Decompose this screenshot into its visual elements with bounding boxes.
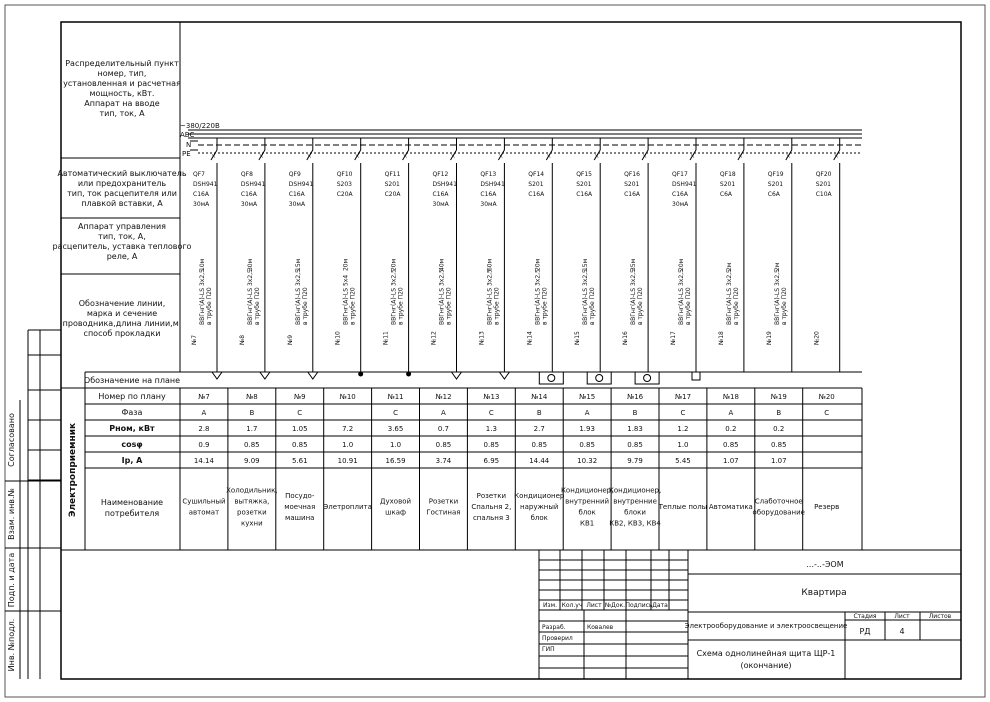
header-line: Обозначение линии, xyxy=(78,299,166,308)
bus-abc: ABC xyxy=(180,131,195,139)
cell-current: 14.44 xyxy=(529,457,550,465)
cell-power: 1.3 xyxy=(485,425,497,433)
cell-plan-no: №16 xyxy=(626,393,644,401)
feeder-rating: C16A xyxy=(672,191,688,198)
feeder-length: 40м xyxy=(438,258,446,271)
tb-code: ...-..-ЭОМ xyxy=(806,560,844,569)
feeder-switch-mark: × xyxy=(402,153,408,160)
cell-consumer: Духовой xyxy=(380,497,412,506)
feeder-switch-mark: × xyxy=(450,153,456,160)
feeder-switch-mark: × xyxy=(642,153,648,160)
feeder-cable: ВВГнг(А)-LS 3х2,5 xyxy=(725,269,733,325)
feeder-rating: C20A xyxy=(336,191,353,198)
cell-plan-no: №8 xyxy=(245,393,258,401)
socket-symbol xyxy=(260,372,270,379)
cell-power: 0.7 xyxy=(437,425,450,433)
cell-plan-no: №9 xyxy=(293,393,306,401)
cell-consumer: Кондиционер, xyxy=(608,486,662,495)
side-stamp-label: Согласовано xyxy=(7,413,16,467)
feeder-pipe: в трубе П20 xyxy=(637,287,645,325)
feeder-length: 20м xyxy=(534,258,542,271)
cell-plan-no: №19 xyxy=(770,393,787,401)
header-dist-point: тип, ток, А xyxy=(99,109,145,118)
feeder-line-no: №20 xyxy=(813,331,821,345)
socket-symbol xyxy=(212,372,222,379)
feeder-length: 15м xyxy=(582,258,590,271)
header-control: тип, ток, А, xyxy=(98,232,146,241)
feeder-switch-mark: × xyxy=(785,153,791,160)
side-group-label: Электроприемник xyxy=(68,422,78,518)
cell-consumer: блок xyxy=(530,514,548,522)
feeder-cable: ВВГнг(А)-LS 3х2,5 xyxy=(246,269,254,325)
feeder-length: 2м xyxy=(773,262,781,271)
unit-symbol xyxy=(635,372,659,384)
feeder-type: DSH941 xyxy=(672,181,697,188)
feeder-line-no: №10 xyxy=(334,331,342,345)
cell-phase: A xyxy=(728,409,734,417)
cell-cos: 0.85 xyxy=(291,441,308,449)
tb-sheet-title: Схема однолинейная щита ЩР-1 xyxy=(696,649,836,658)
cell-phase: B xyxy=(776,409,782,417)
cell-current: 1.07 xyxy=(770,457,787,465)
cell-phase: B xyxy=(249,409,255,417)
feeder-switch-mark: × xyxy=(498,153,504,160)
cell-consumer: Теплые полы xyxy=(658,503,708,511)
cell-plan-no: №14 xyxy=(531,393,548,401)
feeder-pipe: в трубе П20 xyxy=(397,287,405,325)
cell-current: 10.91 xyxy=(337,457,358,465)
feeders xyxy=(191,138,840,384)
cell-phase: C xyxy=(680,409,686,417)
feeder-pipe: в трубе П20 xyxy=(301,287,309,325)
feeder-type: DSH941 xyxy=(240,181,266,188)
cell-plan-no: №20 xyxy=(818,393,835,401)
cell-consumer: кухни xyxy=(241,519,263,528)
load-table xyxy=(61,372,961,550)
feeder-length: 60м xyxy=(486,258,494,271)
feeder-rating: C20A xyxy=(384,191,401,198)
feeder-length: 10м xyxy=(199,258,206,271)
tb-col-header: Подпись xyxy=(625,602,653,609)
header-dist-point: номер, тип, xyxy=(97,69,147,78)
feeder-qf: QF10 xyxy=(336,171,353,178)
cell-consumer: Холодильник, xyxy=(226,486,278,495)
feeder-cable: ВВГнг(А)-LS 3х2,5 xyxy=(486,269,494,325)
cell-plan-no: №7 xyxy=(198,393,210,401)
side-stamp-label: Инв. №подл. xyxy=(7,618,16,672)
cell-current: 14.14 xyxy=(193,457,214,465)
tb-stage: РД xyxy=(859,627,871,636)
cell-consumer: автомат xyxy=(188,508,220,517)
tb-col-header: Кол.уч xyxy=(561,602,583,609)
cell-consumer: шкаф xyxy=(385,508,407,517)
cell-plan-no: №15 xyxy=(579,393,596,401)
row-label-consumer: Наименование xyxy=(100,498,164,507)
feeder-rating: C16A xyxy=(240,191,257,198)
cell-consumer: спальня 3 xyxy=(472,514,510,522)
cell-consumer: внутренние xyxy=(613,497,657,506)
feeder-rcd: 30мА xyxy=(480,201,497,208)
feeder-cable: ВВГнг(А)-LS 3х2,5 xyxy=(582,269,590,325)
feeder-length: 20м xyxy=(678,258,685,271)
feeder-line-no: №17 xyxy=(670,331,677,345)
unit-symbol xyxy=(539,372,563,384)
header-breaker: Автоматический выключатель xyxy=(57,169,187,178)
cell-plan-no: №13 xyxy=(483,393,500,401)
feeder-rcd: 30мА xyxy=(672,201,689,208)
feeder-cable: ВВГнг(А)-LS 3х2,5 xyxy=(199,269,206,325)
feeder-rcd: 30мА xyxy=(193,201,210,208)
feeder-switch-mark: × xyxy=(833,153,839,160)
unit-symbol xyxy=(587,372,611,384)
feeder-pipe: в трубе П20 xyxy=(253,287,261,325)
cell-plan-no: №12 xyxy=(435,393,452,401)
feeder-switch-mark: × xyxy=(690,153,696,160)
socket-symbol xyxy=(308,372,318,379)
feeder-length: 35м xyxy=(630,258,638,271)
feeder-switch-mark: × xyxy=(306,153,312,160)
header-dist-point: Распределительный пункт xyxy=(65,59,179,68)
cell-current: 9.79 xyxy=(627,457,643,465)
cell-power: 7.2 xyxy=(342,425,354,433)
tb-col-header: Изм. xyxy=(542,602,558,609)
cell-current: 10.32 xyxy=(577,457,598,465)
cell-consumer: внутренний xyxy=(565,497,610,506)
feeder-switch-mark: × xyxy=(546,153,552,160)
cell-power: 1.7 xyxy=(246,425,258,433)
cell-phase: A xyxy=(584,409,590,417)
feeder-qf: QF15 xyxy=(576,171,593,178)
cell-phase: A xyxy=(201,409,207,417)
feeder-type: S201 xyxy=(767,181,784,188)
cell-consumer: Элетроплита xyxy=(323,503,372,511)
cell-cos: 0.85 xyxy=(723,441,739,449)
feeder-rating: C16A xyxy=(480,191,497,198)
tb-stage-label: Стадия xyxy=(853,613,877,620)
cell-cos: 0.85 xyxy=(579,441,595,449)
header-line: марка и сечение xyxy=(86,309,158,318)
header-control: реле, А xyxy=(106,252,138,261)
cell-consumer: блоки xyxy=(624,508,646,517)
side-stamp-label: Подп. и дата xyxy=(7,552,16,608)
tb-sheets-label: Листов xyxy=(928,613,952,620)
feeder-switch-mark: × xyxy=(594,153,600,160)
tb-col-header: Дата xyxy=(652,602,668,609)
feeder-length: 20м xyxy=(390,258,398,271)
cell-power: 1.05 xyxy=(291,425,308,433)
feeder-pipe: в трубе П20 xyxy=(493,287,501,325)
floor-symbol xyxy=(692,372,700,380)
cell-power: 1.2 xyxy=(677,425,689,433)
feeder-type: S201 xyxy=(624,181,640,188)
cell-power: 0.2 xyxy=(773,425,785,433)
tb-sheet-label: Лист xyxy=(894,613,910,620)
feeder-line-no: №12 xyxy=(430,331,438,345)
cell-current: 5.61 xyxy=(291,457,308,465)
cell-consumer: Слаботочное xyxy=(754,497,803,506)
row-label-plan-no: Номер по плану xyxy=(98,392,166,401)
cell-phase: C xyxy=(393,409,398,417)
feeder-cable: ВВГнг(А)-LS 3х2,5 xyxy=(390,269,398,325)
bus-bar xyxy=(180,122,862,158)
feeder-rating: C16A xyxy=(528,191,545,198)
cell-current: 1.07 xyxy=(723,457,739,465)
feeder-type: DSH941 xyxy=(288,181,314,188)
cell-consumer: Розетки xyxy=(428,497,459,506)
feeder-rating: C16A xyxy=(288,191,305,198)
feeder-qf: QF11 xyxy=(384,171,401,178)
bus-voltage: ~380/220В xyxy=(180,122,220,130)
feeder-cable: ВВГнг(А)-LS 3х2,5 xyxy=(534,269,542,325)
cell-cos: 0.85 xyxy=(244,441,260,449)
feeder-pipe: в трубе П20 xyxy=(349,287,357,325)
feeder-pipe: в трубе П20 xyxy=(589,287,597,325)
feeder-cable: ВВГнг(А)-LS 3х2,5 xyxy=(773,269,781,325)
feeder-length: 20м xyxy=(342,258,350,271)
socket-symbol xyxy=(499,372,509,379)
row-label-phase: Фаза xyxy=(121,408,143,417)
feeder-switch-mark: × xyxy=(354,153,360,160)
feeder-rating: C16A xyxy=(624,191,641,198)
tb-role: ГИП xyxy=(542,646,555,653)
feeder-type: DSH941 xyxy=(432,181,457,188)
feeder-qf: QF8 xyxy=(240,171,253,178)
cell-cos: 1.0 xyxy=(677,441,689,449)
cell-phase: B xyxy=(632,409,638,417)
feeder-type: S203 xyxy=(336,181,352,188)
tb-section: Электрооборудование и электроосвещение xyxy=(684,622,848,630)
cell-phase: A xyxy=(441,409,446,417)
cell-cos: 0.85 xyxy=(435,441,452,449)
cell-consumer: Сушильный xyxy=(182,497,226,506)
feeder-qf: QF9 xyxy=(288,171,301,178)
feeder-qf: QF7 xyxy=(193,171,205,178)
header-dist-point: Аппарат на вводе xyxy=(84,99,160,108)
cell-consumer: Автоматика xyxy=(708,503,753,511)
row-label-power: Pном, кВт xyxy=(109,424,155,433)
cell-cos: 0.85 xyxy=(531,441,548,449)
feeder-pipe: в трубе П20 xyxy=(685,287,692,325)
tb-role: Проверил xyxy=(542,635,573,642)
feeder-cable: ВВГнг(А)-LS 3х2,5 xyxy=(438,269,446,325)
cell-consumer: Розетки xyxy=(476,492,507,500)
cell-consumer: КВ2, КВ3, КВ4 xyxy=(609,519,661,528)
feeder-qf: QF18 xyxy=(719,171,736,178)
feeder-line-no: №18 xyxy=(717,331,725,345)
tb-object: Квартира xyxy=(801,588,847,598)
cell-plan-no: №10 xyxy=(339,393,356,401)
cell-current: 3.74 xyxy=(435,457,452,465)
feeder-pipe: в трубе П20 xyxy=(732,287,740,325)
feeder-rating: C6A xyxy=(719,191,733,198)
bus-pe: PE xyxy=(182,150,191,158)
feeder-length: 15м xyxy=(294,258,302,271)
cell-consumer: КВ1 xyxy=(580,519,595,528)
feeder-cable: ВВГнг(А)-LS 3х2,5 xyxy=(630,269,638,325)
feeder-rating: C6A xyxy=(767,191,780,198)
cell-consumer: розетки xyxy=(237,508,267,517)
feeder-qf: QF20 xyxy=(815,171,832,178)
feeder-line-no: №11 xyxy=(382,331,390,345)
feeder-type: S201 xyxy=(815,181,831,188)
feeder-pipe: в трубе П20 xyxy=(206,287,213,325)
cell-consumer: Спальня 2, xyxy=(471,503,512,511)
cell-plan-no: №11 xyxy=(387,393,404,401)
header-control: Аппарат управления xyxy=(78,222,166,231)
cell-plan-no: №17 xyxy=(674,393,692,401)
tb-sheet-title: (окончание) xyxy=(740,661,792,670)
header-line: проводника,длина линии,м, xyxy=(62,319,182,328)
tb-col-header: Лист xyxy=(586,602,602,609)
cell-consumer: вытяжка, xyxy=(234,497,270,506)
feeder-length: 30м xyxy=(246,258,254,271)
feeder-pipe: в трубе П20 xyxy=(445,287,453,325)
feeder-rating: C10A xyxy=(815,191,832,198)
feeder-qf: QF14 xyxy=(528,171,545,178)
cell-power: 0.2 xyxy=(725,425,737,433)
socket-symbol xyxy=(452,372,462,379)
feeder-pipe: в трубе П20 xyxy=(780,287,788,325)
header-breaker: тип, ток расцепителя или xyxy=(67,189,177,198)
cell-cos: 0.85 xyxy=(627,441,643,449)
feeder-type: S201 xyxy=(384,181,400,188)
cell-power: 2.8 xyxy=(198,425,210,433)
cell-cos: 1.0 xyxy=(342,441,354,449)
feeder-line-no: №7 xyxy=(191,334,198,345)
feeder-line-no: №14 xyxy=(526,331,534,345)
feeder-switch-mark: × xyxy=(258,153,264,160)
cell-cos: 0.9 xyxy=(198,441,210,449)
bus-n: N xyxy=(186,141,192,149)
feeder-type: DSH941 xyxy=(480,181,505,188)
row-label-current: Ip, A xyxy=(121,456,143,465)
cell-phase: C xyxy=(824,409,830,417)
cell-consumer: Посудо- xyxy=(285,492,315,500)
cell-cos: 1.0 xyxy=(389,441,402,449)
cell-consumer: Кондиционер xyxy=(514,492,565,500)
cell-power: 1.93 xyxy=(579,425,595,433)
cell-consumer: Гостиная xyxy=(426,508,461,517)
feeder-rating: C16A xyxy=(193,191,209,198)
feeder-rcd: 30мА xyxy=(288,201,306,208)
feeder-line-no: №16 xyxy=(622,331,630,345)
feeder-cable: ВВГнг(А)-LS 3х2,5 xyxy=(678,269,685,325)
header-breaker: плавкой вставки, А xyxy=(81,199,163,208)
cell-power: 2.7 xyxy=(533,425,545,433)
header-control: расцепитель, уставка теплового xyxy=(52,242,192,251)
title-block xyxy=(539,550,961,679)
feeder-qf: QF17 xyxy=(672,171,688,178)
side-stamp xyxy=(5,330,61,679)
row-label-plan-mark: Обозначение на плане xyxy=(83,376,181,385)
cell-consumer: Резерв xyxy=(814,503,840,511)
drawing-frame xyxy=(61,22,961,679)
feeder-cable: ВВГнг(А)-LS 3х2,5 xyxy=(294,269,302,325)
feeder-pipe: в трубе П20 xyxy=(541,287,549,325)
cell-current: 6.95 xyxy=(483,457,500,465)
feeder-rcd: 30мА xyxy=(432,201,449,208)
cell-consumer: моечная xyxy=(284,503,316,511)
feeder-type: S201 xyxy=(528,181,544,188)
row-label-cos: cosφ xyxy=(121,440,143,449)
cell-current: 16.59 xyxy=(385,457,406,465)
cell-consumer: блок xyxy=(578,508,596,517)
cell-consumer: Кондиционер, xyxy=(560,486,614,495)
cell-plan-no: №18 xyxy=(722,393,739,401)
feeder-switch-mark: × xyxy=(211,153,217,160)
feeder-line-no: №13 xyxy=(478,331,486,345)
cell-consumer: машина xyxy=(285,514,315,522)
feeder-qf: QF16 xyxy=(624,171,640,178)
side-stamp-label: Взам. инв.№ xyxy=(7,488,16,540)
cell-cos: 0.85 xyxy=(770,441,787,449)
tb-col-header: №Док. xyxy=(604,602,626,609)
cell-phase: C xyxy=(297,409,303,417)
cell-phase: B xyxy=(536,409,542,417)
feeder-rating: C16A xyxy=(432,191,449,198)
tb-developer: Ковалев xyxy=(587,624,614,631)
header-dist-point: мощность, кВт. xyxy=(89,89,155,98)
cell-consumer: оборудование xyxy=(752,508,805,517)
header-breaker: или предохранитель xyxy=(77,179,167,188)
cell-phase: C xyxy=(488,409,494,417)
feeder-line-no: №9 xyxy=(286,334,294,345)
cell-current: 5.45 xyxy=(675,457,691,465)
row-label-consumer: потребителя xyxy=(104,509,160,518)
header-dist-point: установленная и расчетная xyxy=(63,79,181,88)
tb-role: Разраб. xyxy=(542,624,566,631)
feeder-rating: C16A xyxy=(576,191,593,198)
cell-current: 9.09 xyxy=(244,457,260,465)
header-line: способ прокладки xyxy=(83,329,161,338)
cell-power: 3.65 xyxy=(387,425,404,433)
feeder-type: DSH941 xyxy=(193,181,218,188)
cell-power: 1.83 xyxy=(627,425,643,433)
cell-consumer: наружный xyxy=(520,503,559,511)
unit-symbol-circle xyxy=(548,375,555,382)
feeder-qf: QF13 xyxy=(480,171,497,178)
feeder-line-no: №19 xyxy=(765,331,773,345)
feeder-cable: ВВГнг(А)-LS 5х4 xyxy=(342,274,350,325)
feeder-line-no: №15 xyxy=(574,331,582,345)
feeder-qf: QF12 xyxy=(432,171,449,178)
feeder-line-no: №8 xyxy=(238,334,246,345)
feeder-qf: QF19 xyxy=(767,171,784,178)
feeder-switch-mark: × xyxy=(737,153,743,160)
tb-sheet: 4 xyxy=(899,627,905,636)
unit-symbol-circle xyxy=(596,375,603,382)
cell-cos: 0.85 xyxy=(483,441,500,449)
feeder-length: 2м xyxy=(725,262,733,271)
feeder-type: S201 xyxy=(576,181,592,188)
feeder-type: S201 xyxy=(719,181,736,188)
unit-symbol-circle xyxy=(644,375,651,382)
feeder-rcd: 30мА xyxy=(240,201,258,208)
